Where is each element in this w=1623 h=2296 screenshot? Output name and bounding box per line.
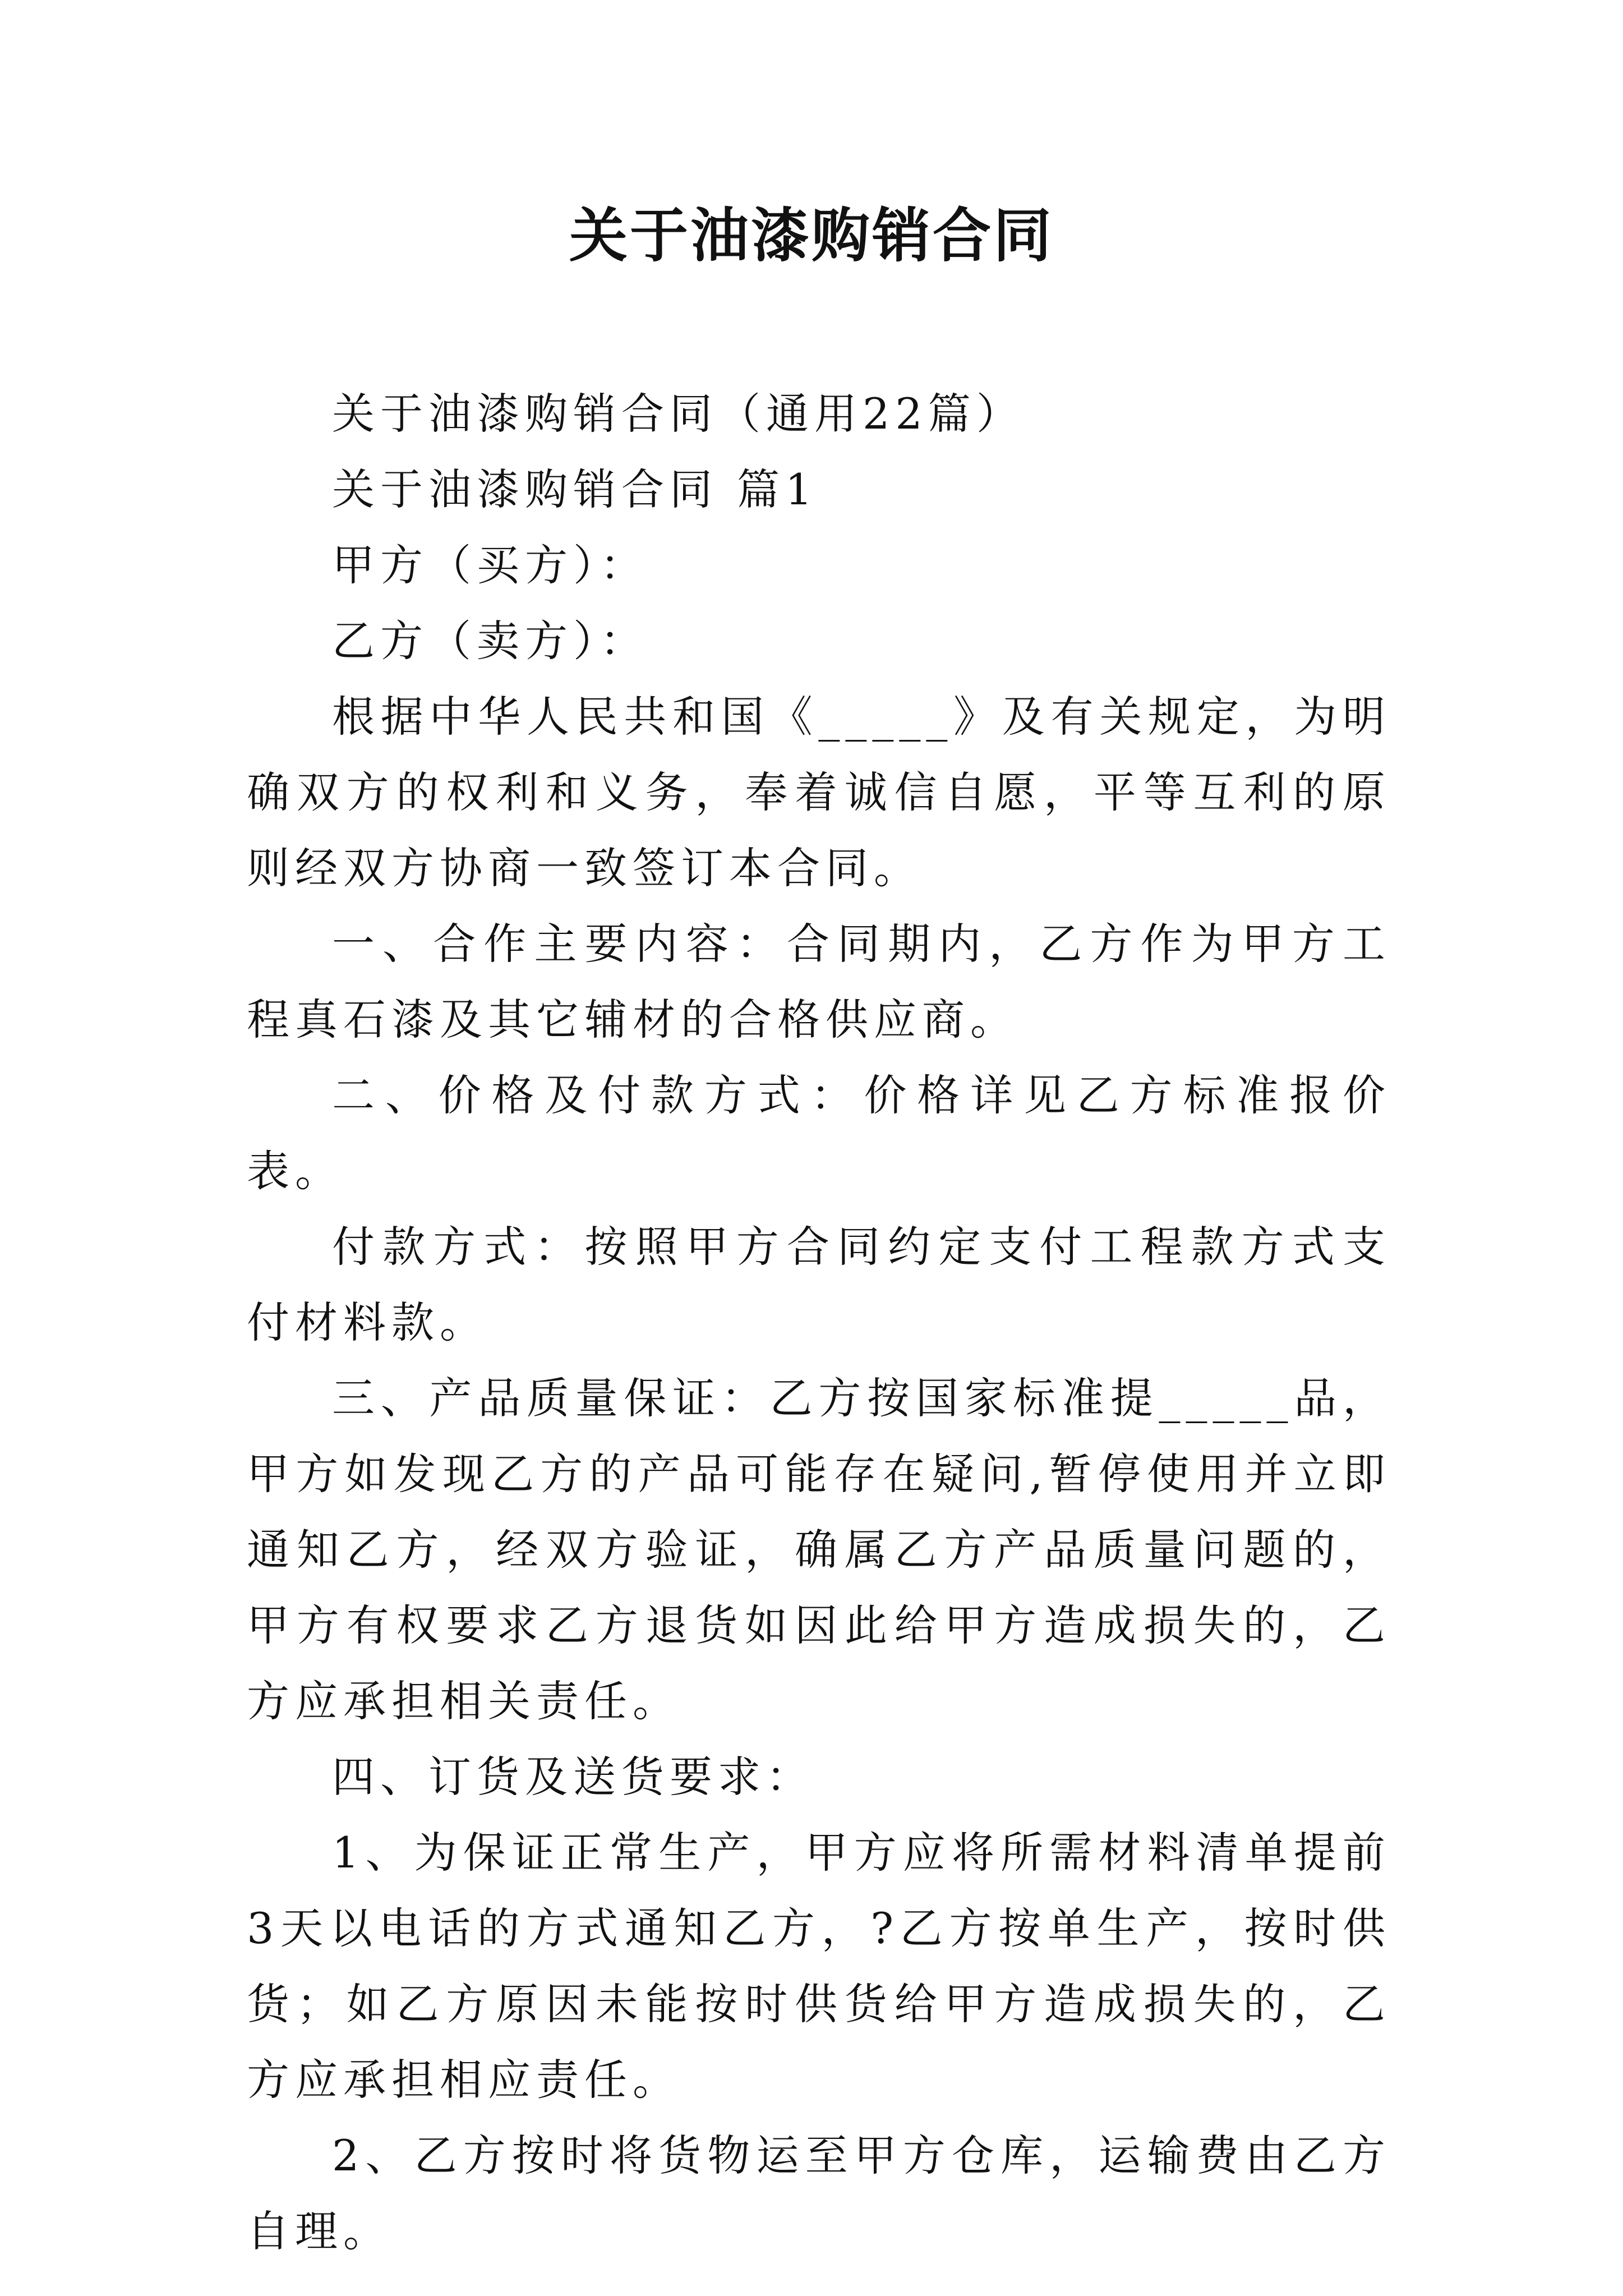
- paragraph-section-heading: 关于油漆购销合同 篇1: [332, 464, 818, 514]
- paragraph-party-a: 甲方（买方）：: [332, 540, 648, 590]
- document-title: 关于油漆购销合同: [569, 201, 1054, 270]
- paragraph-payment: 付款方式：按照甲方合同约定支付工程款方式支付材料款。: [247, 1222, 1391, 1347]
- paragraph-clause-3: 三、产品质量保证：乙方按国家标准提_____品，甲方如发现乙方的产品可能存在疑问,暂停使用并立即通知乙方，经双方验证，确属乙方产品质量问题的，甲方有权要求乙方退货如因此给甲方造成损失的，乙方应承担相关责任。: [247, 1373, 1391, 1726]
- paragraph-clause-4-1: 1、为保证正常生产，甲方应将所需材料清单提前3天以电话的方式通知乙方，?乙方按单生产，按时供货；如乙方原因未能按时供货给甲方造成损失的，乙方应承担相应责任。: [247, 1828, 1391, 2105]
- paragraph-clause-4: 四、订货及送货要求：: [332, 1752, 814, 1802]
- paragraph-clause-4-2: 2、乙方按时将货物运至甲方仓库，运输费由乙方自理。: [247, 2131, 1391, 2256]
- document-body: [247, 376, 1391, 2269]
- paragraph-clause-1: 一、合作主要内容：合同期内，乙方作为甲方工程真石漆及其它辅材的合格供应商。: [247, 919, 1391, 1045]
- paragraph-preamble: 根据中华人民共和国《_____》及有关规定，为明确双方的权利和义务，奉着诚信自愿，平等互利的原则经双方协商一致签订本合同。: [247, 692, 1391, 893]
- paragraph-party-b: 乙方（卖方）：: [332, 616, 648, 666]
- paragraph-clause-2: 二、价格及付款方式：价格详见乙方标准报价表。: [247, 1070, 1391, 1196]
- paragraph-subtitle: 关于油漆购销合同（通用22篇）: [332, 389, 1025, 439]
